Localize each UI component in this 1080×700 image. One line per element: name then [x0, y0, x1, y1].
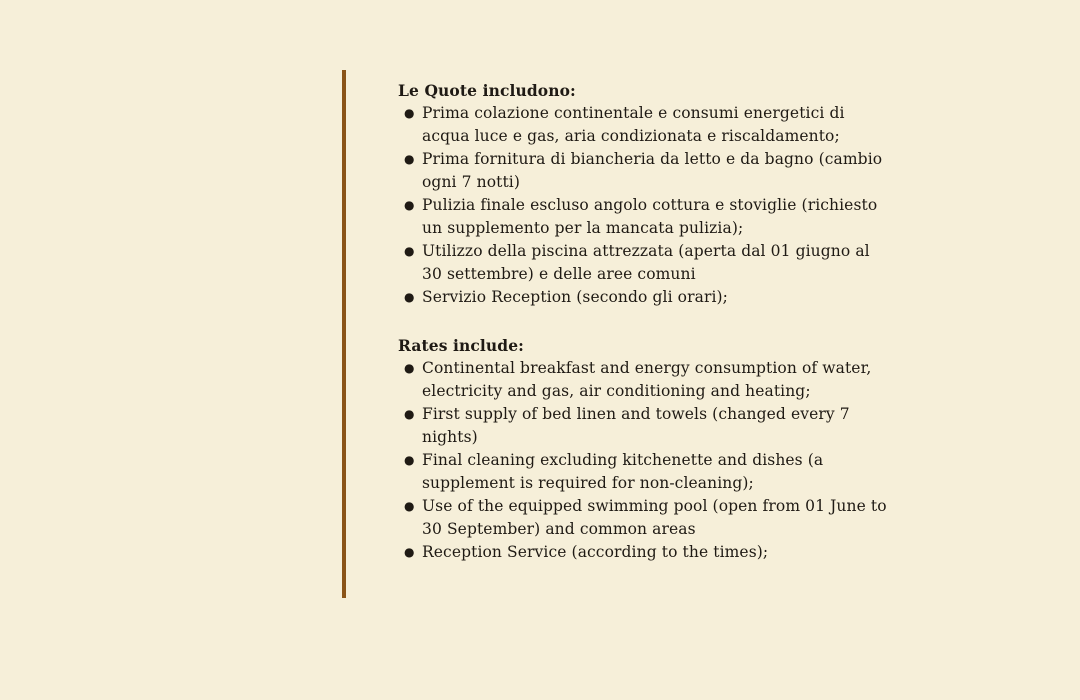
english-section-title: Rates include:	[398, 336, 524, 355]
italian-section	[398, 79, 888, 309]
list-item	[398, 403, 888, 449]
list-item	[398, 102, 888, 148]
list-item-text: Final cleaning excluding kitchenette and dishes (a supplement is required for non-cleaning);	[422, 451, 824, 492]
list-item	[398, 357, 888, 403]
rates-content	[398, 79, 888, 564]
bullet-icon: ●	[404, 407, 415, 421]
list-item	[398, 541, 888, 564]
bullet-icon: ●	[404, 152, 415, 166]
list-item-text: First supply of bed linen and towels (changed every 7 nights)	[422, 405, 850, 446]
list-item-text: Pulizia finale escluso angolo cottura e stoviglie (richiesto un supplemento per la mancata pulizia);	[422, 196, 878, 237]
list-item	[398, 194, 888, 240]
list-item	[398, 148, 888, 194]
bullet-icon: ●	[404, 106, 415, 120]
list-item-text: Prima fornitura di biancheria da letto e da bagno (cambio ogni 7 notti)	[422, 150, 883, 191]
italian-section-title: Le Quote includono:	[398, 81, 576, 100]
italian-list	[398, 102, 888, 309]
bullet-icon: ●	[404, 244, 415, 258]
bullet-icon: ●	[404, 545, 415, 559]
list-item	[398, 495, 888, 541]
list-item-text: Prima colazione continentale e consumi energetici di acqua luce e gas, aria condizionata e riscaldamento;	[422, 104, 845, 145]
english-list	[398, 357, 888, 564]
bullet-icon: ●	[404, 361, 415, 375]
bullet-icon: ●	[404, 198, 415, 212]
list-item	[398, 449, 888, 495]
bullet-icon: ●	[404, 499, 415, 513]
list-item	[398, 286, 888, 309]
list-item-text: Reception Service (according to the times);	[422, 543, 769, 561]
list-item-text: Utilizzo della piscina attrezzata (aperta dal 01 giugno al 30 settembre) e delle aree comuni	[422, 242, 870, 283]
list-item-text: Continental breakfast and energy consumption of water, electricity and gas, air conditioning and heating;	[422, 359, 872, 400]
vertical-accent-bar	[342, 70, 346, 598]
english-section	[398, 334, 888, 564]
list-item-text: Servizio Reception (secondo gli orari);	[422, 288, 728, 306]
bullet-icon: ●	[404, 453, 415, 467]
bullet-icon: ●	[404, 290, 415, 304]
list-item-text: Use of the equipped swimming pool (open from 01 June to 30 September) and common areas	[422, 497, 887, 538]
list-item	[398, 240, 888, 286]
